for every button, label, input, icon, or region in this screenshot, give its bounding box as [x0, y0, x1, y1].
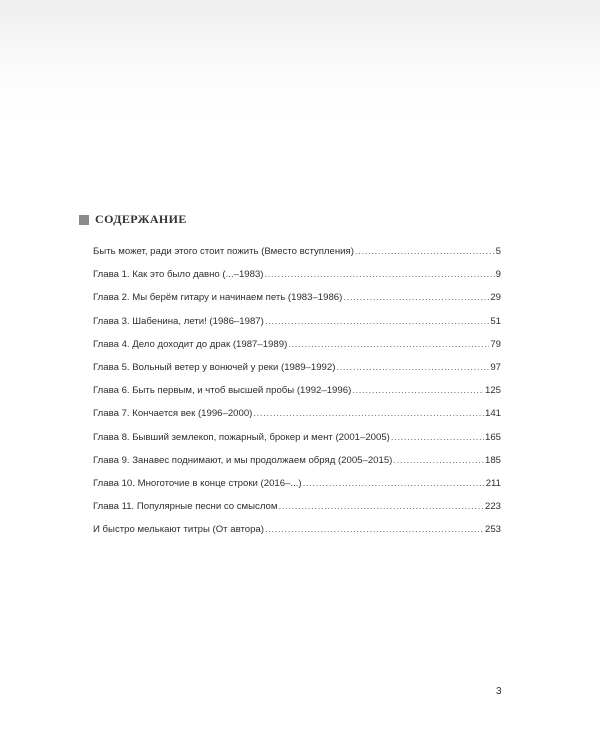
toc-entry-title: Глава 9. Занавес поднимают, и мы продолжаем обряд (2005–2015): [93, 454, 393, 466]
toc-entry: [93, 385, 501, 408]
toc-entry: [93, 339, 501, 362]
toc-entry-page: 9: [495, 269, 501, 281]
toc-entry: [93, 269, 501, 292]
dot-leader: [343, 292, 489, 303]
toc-entry-page: 165: [484, 431, 501, 443]
toc-entry: [93, 501, 501, 524]
dot-leader: [288, 339, 489, 350]
dot-leader: [265, 316, 490, 327]
dot-leader: [391, 432, 484, 443]
toc-entry-page: 141: [484, 408, 501, 420]
toc-entry-title: Глава 3. Шабенина, лети! (1986–1987): [93, 315, 264, 327]
dot-leader: [278, 501, 484, 512]
toc-entry: [93, 432, 501, 455]
toc-entry-page: 51: [490, 315, 501, 327]
page-number: 3: [496, 686, 502, 697]
toc-entry: [93, 524, 501, 547]
toc-entry-title: Глава 8. Бывший землекоп, пожарный, брокер и мент (2001–2005): [93, 431, 390, 443]
toc-entry-page: 223: [484, 501, 501, 513]
square-bullet-icon: [79, 215, 89, 225]
toc-entry-page: 185: [484, 454, 501, 466]
dot-leader: [265, 269, 495, 280]
dot-leader: [393, 455, 484, 466]
toc-entry: [93, 455, 501, 478]
toc-entry: [93, 408, 501, 431]
dot-leader: [265, 524, 484, 535]
toc-entry-page: 253: [484, 524, 501, 536]
toc-entry-title: Глава 6. Быть первым, и чтоб высшей пробы (1992–1996): [93, 385, 352, 397]
toc-entry-page: 125: [484, 385, 501, 397]
toc-entry-title: Глава 1. Как это было давно (...–1983): [93, 269, 264, 281]
toc-header: [79, 212, 187, 227]
toc-entry-title: Глава 5. Вольный ветер у вонючей у реки (1989–1992): [93, 361, 336, 373]
toc-entry: [93, 246, 501, 269]
dot-leader: [336, 362, 489, 373]
toc-entry-page: 29: [490, 292, 501, 304]
toc-entry-title: Глава 4. Дело доходит до драк (1987–1989): [93, 338, 288, 350]
toc-entry-title: Глава 11. Популярные песни со смыслом: [93, 501, 278, 513]
toc-entry-title: И быстро мелькают титры (От автора): [93, 524, 264, 536]
toc-entry: [93, 478, 501, 501]
toc-entry-title: Глава 7. Кончается век (1996–2000): [93, 408, 253, 420]
toc-entry: [93, 316, 501, 339]
dot-leader: [352, 385, 484, 396]
toc-entry: [93, 292, 501, 315]
toc-title: СОДЕРЖАНИЕ: [95, 212, 187, 226]
toc-entry-page: 79: [490, 338, 501, 350]
dot-leader: [253, 408, 484, 419]
toc-entry-page: 5: [495, 246, 501, 257]
toc-entry-page: 97: [490, 361, 501, 373]
page-top-shading: [0, 0, 600, 130]
toc-list: [93, 246, 501, 547]
toc-entry-title: Глава 10. Многоточие в конце строки (2016–...): [93, 477, 302, 489]
toc-entry-title: Быть может, ради этого стоит пожить (Вместо вступления): [93, 246, 354, 257]
toc-entry-title: Глава 2. Мы берём гитару и начинаем петь (1983–1986): [93, 292, 343, 304]
dot-leader: [355, 246, 495, 257]
toc-entry-page: 211: [485, 477, 501, 489]
dot-leader: [303, 478, 485, 489]
toc-entry: [93, 362, 501, 385]
